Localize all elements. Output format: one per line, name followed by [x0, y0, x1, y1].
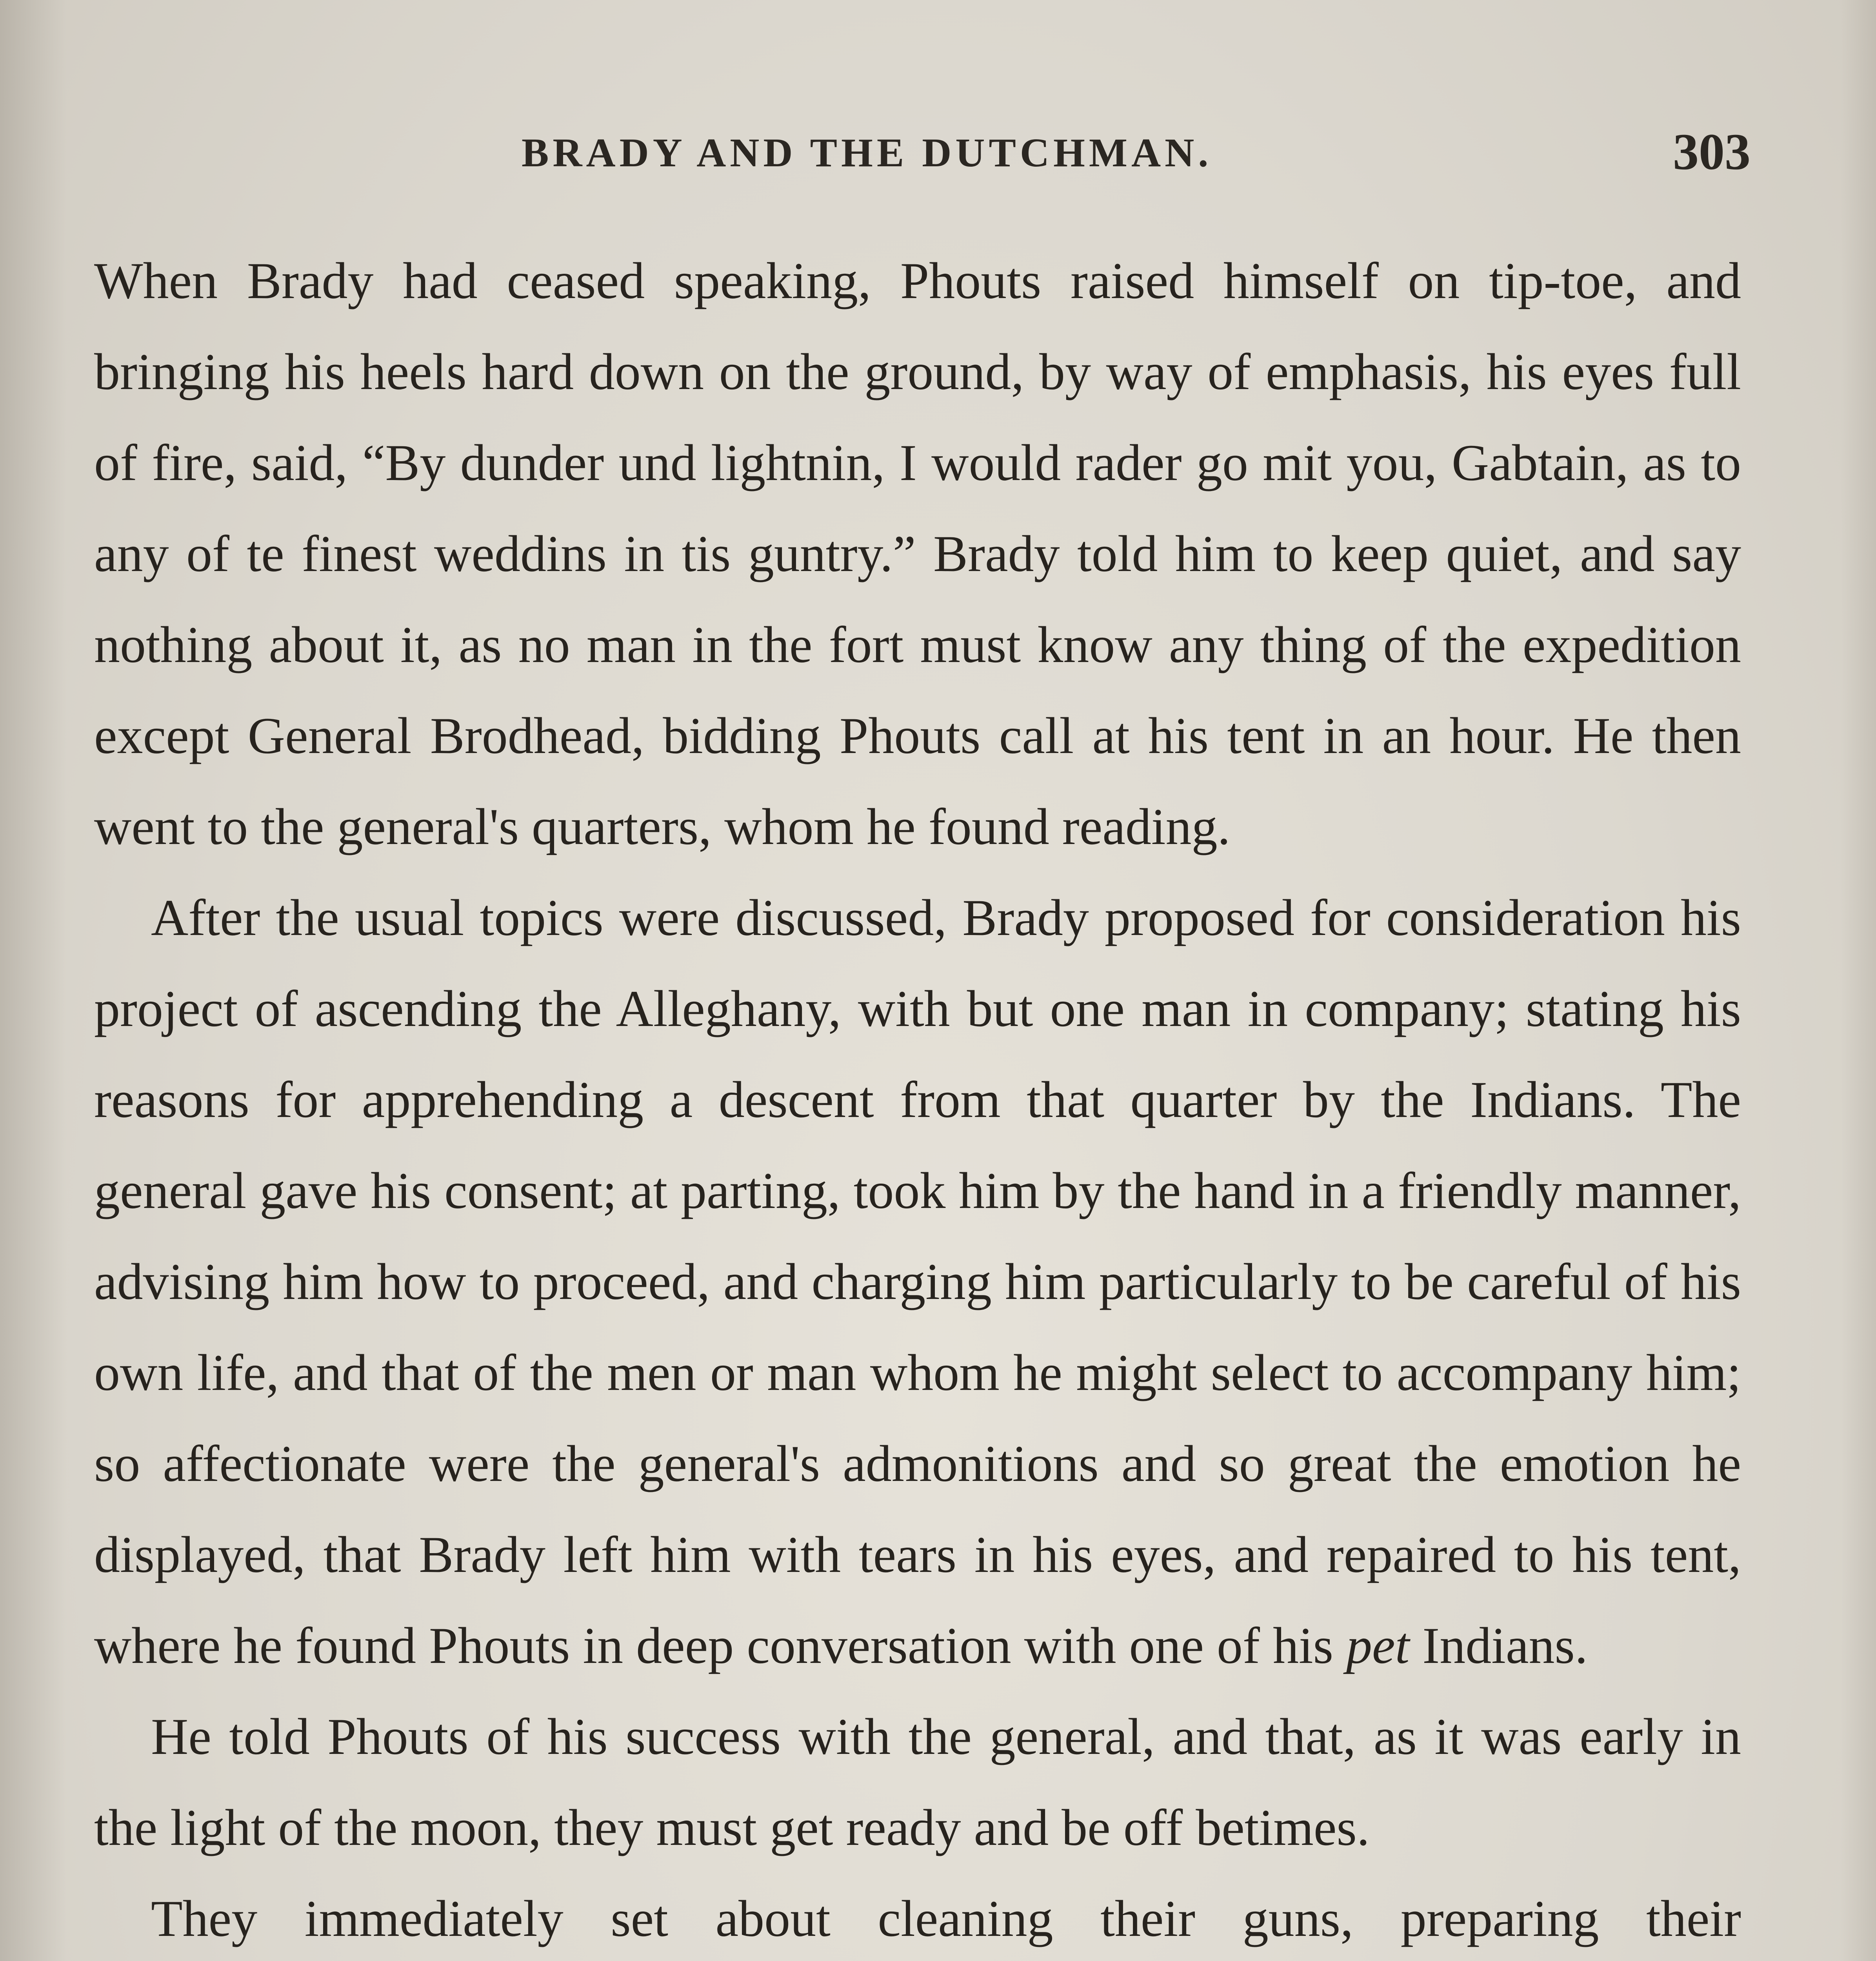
paragraph-1-text: When Brady had ceased speaking, Phouts raised himself on tip-toe, and bringing his heels hard down on the ground, by way of emphasis, his eyes full of fire, said, “By dunder und lightnin, I would rader go mit you, Gabtain, as to any of te finest weddins in tis guntry.” Brady told him to keep quiet, and say nothing about it, as no man in the fort must know any thing of the expedition except General Brodhead, bidding Phouts call at his tent in an hour. He then went to the general's quarters, whom he found reading. — [94, 252, 1741, 855]
body-text — [94, 235, 1741, 1961]
paragraph-3 — [94, 1691, 1741, 1873]
paragraph-2-text: After the usual topics were discussed, Brady proposed for consideration his project of ascending the Alleghany, with but one man in company; stating his reasons for apprehending a descent from that quarter by the Indians. The general gave his consent; at parting, took him by the hand in a friendly manner, advising him how to proceed, and charging him particularly to be careful of his own life, and that of the men or man whom he might select to accompany him; so affectionate were the general's admonitions and so great the emotion he displayed, that Brady left him with tears in his eyes, and repaired to his tent, where he found Phouts in deep conversation with one of his — [94, 889, 1741, 1674]
paragraph-2-italic-word: pet — [1346, 1617, 1410, 1674]
running-title: BRADY AND THE DUTCHMAN. — [522, 130, 1212, 175]
paragraph-1 — [94, 235, 1741, 872]
paragraph-4-text: They immediately set about cleaning their guns, preparing their — [151, 1890, 1741, 1947]
paragraph-3-text: He told Phouts of his success with the general, and that, as it was early in the light of the moon, they must get ready and be off betimes. — [94, 1708, 1741, 1856]
paragraph-4 — [94, 1873, 1741, 1961]
page-number: 303 — [1673, 123, 1751, 180]
paragraph-2 — [94, 872, 1741, 1691]
paragraph-2-ending: Indians. — [1409, 1617, 1588, 1674]
